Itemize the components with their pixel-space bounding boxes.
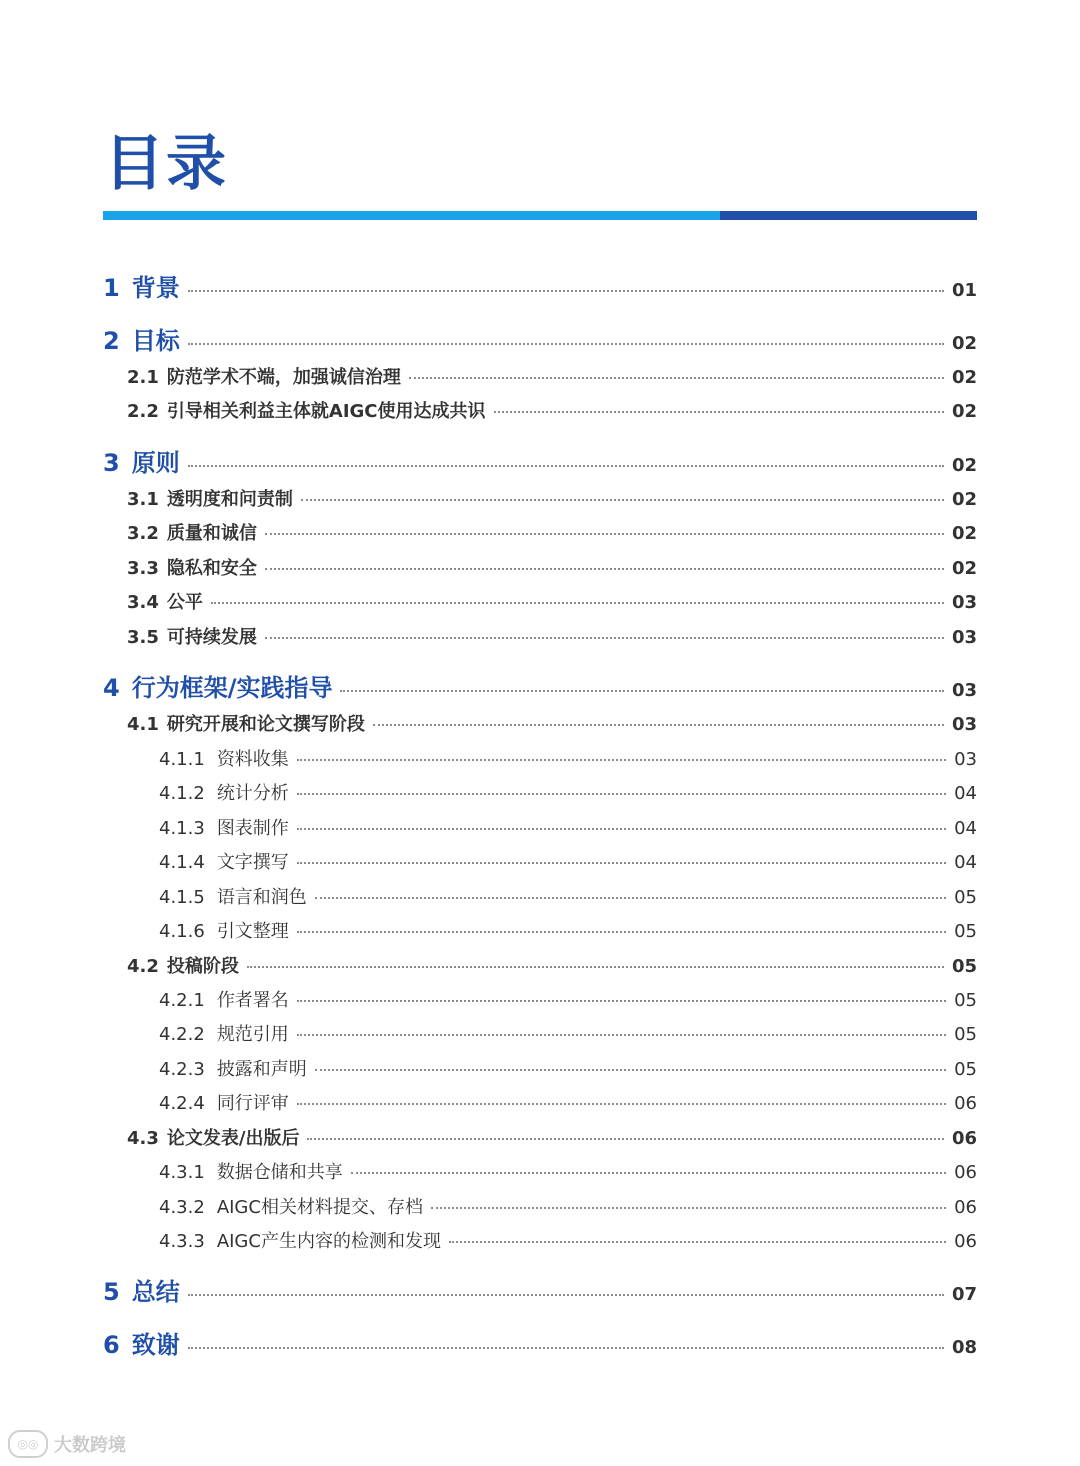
toc-page-number: 02	[951, 523, 977, 544]
toc-entry[interactable]	[159, 814, 977, 840]
toc-entry-label	[159, 917, 289, 943]
toc-dot-leader	[351, 1172, 946, 1174]
toc-entry-label	[159, 1089, 289, 1115]
toc-entry-title: 资料收集	[216, 749, 289, 770]
toc-entry[interactable]	[159, 1089, 977, 1115]
toc-page-number: 05	[954, 921, 977, 942]
toc-entry-label	[127, 397, 486, 423]
toc-entry-label	[159, 883, 307, 909]
toc-entry-label	[103, 268, 180, 303]
toc-dot-leader	[297, 862, 946, 864]
toc-entry[interactable]	[159, 1227, 977, 1253]
toc-entry-label	[159, 779, 289, 805]
toc-entry-title: 原则	[131, 449, 180, 477]
toc-entry[interactable]	[127, 554, 977, 580]
toc-page-number: 06	[954, 1162, 977, 1183]
toc-dot-leader	[297, 759, 946, 761]
toc-entry-number: 4	[103, 674, 120, 702]
toc-entry-label	[103, 321, 180, 356]
toc-entry-number: 4.2	[127, 956, 159, 977]
toc-entry-number: 1	[103, 274, 120, 302]
toc-page-number: 02	[951, 489, 977, 510]
toc-entry[interactable]	[159, 1055, 977, 1081]
toc-dot-leader	[211, 602, 944, 604]
toc-entry[interactable]	[127, 363, 977, 389]
toc-page-number: 06	[951, 1128, 977, 1149]
toc-page-number: 02	[951, 455, 977, 476]
toc-entry-number: 4.2.4	[159, 1093, 205, 1114]
toc-entry[interactable]	[127, 588, 977, 614]
toc-entry-number: 2	[103, 327, 120, 355]
toc-entry[interactable]	[103, 321, 977, 356]
toc-page-number: 03	[951, 680, 977, 701]
toc-entry-title: 论文发表/出版后	[166, 1128, 300, 1149]
toc-entry-title: 统计分析	[216, 783, 289, 804]
toc-dot-leader	[188, 1294, 944, 1296]
toc-entry-title: 透明度和问责制	[166, 489, 293, 510]
toc-entry-number: 4.3	[127, 1128, 159, 1149]
toc-page-number: 05	[951, 956, 977, 977]
toc-entry-number: 4.3.3	[159, 1231, 205, 1252]
toc-page-number: 08	[951, 1337, 977, 1358]
toc-entry-number: 4.1.3	[159, 818, 205, 839]
toc-entry-number: 2.1	[127, 367, 159, 388]
toc-entry-title: 质量和诚信	[166, 523, 257, 544]
toc-page-number: 05	[954, 887, 977, 908]
toc-entry-title: 引导相关利益主体就AIGC使用达成共识	[166, 401, 486, 422]
toc-page-number: 02	[951, 558, 977, 579]
toc-entry[interactable]	[103, 268, 977, 303]
toc-entry-number: 4.3.2	[159, 1197, 205, 1218]
toc-entry-number: 6	[103, 1331, 120, 1359]
toc-entry[interactable]	[103, 443, 977, 478]
toc-entry[interactable]	[159, 1158, 977, 1184]
toc-entry-title: 投稿阶段	[166, 956, 239, 977]
toc-dot-leader	[297, 793, 946, 795]
toc-dot-leader	[188, 1347, 944, 1349]
toc-entry-title: AIGC产生内容的检测和发现	[216, 1231, 441, 1252]
toc-entry-title: 作者署名	[216, 990, 289, 1011]
toc-entry-number: 4.2.2	[159, 1024, 205, 1045]
toc-page-number: 02	[951, 367, 977, 388]
toc-entry-label	[159, 986, 289, 1012]
toc-entry[interactable]	[159, 1193, 977, 1219]
toc-dot-leader	[494, 411, 944, 413]
toc-page-number: 01	[951, 280, 977, 301]
toc-dot-leader	[315, 1069, 946, 1071]
toc-page-number: 05	[954, 1059, 977, 1080]
toc-entry-title: 同行评审	[216, 1093, 289, 1114]
toc-dot-leader	[340, 690, 943, 692]
toc-entry[interactable]	[127, 710, 977, 736]
toc-entry-number: 5	[103, 1278, 120, 1306]
toc-entry-title: 可持续发展	[166, 627, 257, 648]
toc-entry-title: 隐私和安全	[166, 558, 257, 579]
toc-entry-number: 3.2	[127, 523, 159, 544]
toc-entry[interactable]	[159, 986, 977, 1012]
toc-entry-title: 公平	[166, 592, 203, 613]
toc-entry-title: 行为框架/实践指导	[131, 674, 333, 702]
watermark	[8, 1430, 126, 1458]
toc-entry[interactable]	[127, 485, 977, 511]
toc-page-number: 04	[954, 818, 977, 839]
toc-entry-label	[159, 1055, 307, 1081]
toc-entry-title: 总结	[131, 1278, 180, 1306]
toc-entry-title: 数据仓储和共享	[216, 1162, 343, 1183]
toc-dot-leader	[315, 897, 946, 899]
toc-page-number: 02	[951, 401, 977, 422]
toc-page-number: 03	[951, 714, 977, 735]
toc-entry-number: 3.5	[127, 627, 159, 648]
toc-entry[interactable]	[127, 519, 977, 545]
toc-entry-number: 4.1.5	[159, 887, 205, 908]
toc-entry[interactable]	[127, 1124, 977, 1150]
toc-entry[interactable]	[103, 668, 977, 703]
toc-page-number: 06	[954, 1231, 977, 1252]
toc-dot-leader	[297, 1000, 946, 1002]
toc-entry-title: 规范引用	[216, 1024, 289, 1045]
toc-entry-label	[159, 1227, 441, 1253]
watermark-text: 大数跨境	[54, 1435, 126, 1456]
toc-entry-label	[103, 1325, 180, 1360]
toc-dot-leader	[188, 290, 944, 292]
toc-entry-label	[159, 1158, 343, 1184]
toc-dot-leader	[297, 1034, 946, 1036]
toc-page-number: 04	[954, 852, 977, 873]
toc-dot-leader	[265, 637, 944, 639]
toc-entry-title: 目标	[131, 327, 180, 355]
toc-entry-label	[127, 1124, 299, 1150]
toc-entry-label	[127, 710, 365, 736]
toc-entry[interactable]	[159, 848, 977, 874]
toc-dot-leader	[297, 828, 946, 830]
toc-entry[interactable]	[159, 779, 977, 805]
toc-dot-leader	[297, 1103, 946, 1105]
toc-entry-title: 图表制作	[216, 818, 289, 839]
toc-entry-label	[127, 623, 257, 649]
toc-page-number: 05	[954, 1024, 977, 1045]
toc-entry[interactable]	[127, 623, 977, 649]
toc-entry-title: AIGC相关材料提交、存档	[216, 1197, 423, 1218]
toc-entry-title: 背景	[131, 274, 180, 302]
toc-page-number: 04	[954, 783, 977, 804]
toc-entry-title: 研究开展和论文撰写阶段	[166, 714, 365, 735]
toc-page-number: 02	[951, 333, 977, 354]
toc-entry[interactable]	[127, 952, 977, 978]
toc-entry-title: 防范学术不端，加强诚信治理	[166, 367, 401, 388]
toc-entry-number: 4.1	[127, 714, 159, 735]
toc-entry-label	[159, 1193, 423, 1219]
toc-dot-leader	[301, 499, 944, 501]
toc-entry-label	[127, 363, 401, 389]
toc-entry-label	[127, 554, 257, 580]
toc-entry-title: 文字撰写	[216, 852, 289, 873]
toc-entry-label	[159, 848, 289, 874]
toc-page-number: 03	[951, 627, 977, 648]
toc-entry-number: 4.3.1	[159, 1162, 205, 1183]
toc-entry-title: 致谢	[131, 1331, 180, 1359]
toc-entry-number: 4.1.2	[159, 783, 205, 804]
toc-entry[interactable]	[103, 1272, 977, 1307]
toc-entry-number: 4.2.3	[159, 1059, 205, 1080]
toc-entry-number: 3	[103, 449, 120, 477]
toc-entry[interactable]	[159, 745, 977, 771]
toc-entry-title: 引文整理	[216, 921, 289, 942]
toc-entry-label	[127, 588, 203, 614]
toc-entry-label	[159, 1020, 289, 1046]
toc-entry[interactable]	[127, 397, 977, 423]
toc-entry-number: 4.2.1	[159, 990, 205, 1011]
toc-entry[interactable]	[103, 1325, 977, 1360]
page-title: 目录	[104, 129, 228, 199]
toc-entry-label	[127, 485, 293, 511]
toc-entry-label	[127, 519, 257, 545]
toc-dot-leader	[373, 724, 944, 726]
toc-entry-label	[103, 668, 332, 703]
toc-entry-label	[103, 443, 180, 478]
toc-dot-leader	[188, 343, 944, 345]
toc-page-number: 06	[954, 1093, 977, 1114]
toc-dot-leader	[247, 966, 944, 968]
toc-dot-leader	[449, 1241, 946, 1243]
toc-dot-leader	[188, 465, 944, 467]
toc-dot-leader	[265, 533, 944, 535]
toc-entry-label	[103, 1272, 180, 1307]
toc-entry-title: 语言和润色	[216, 887, 307, 908]
toc-entry-number: 4.1.1	[159, 749, 205, 770]
toc-dot-leader	[307, 1138, 943, 1140]
toc-entry-label	[127, 952, 239, 978]
toc-entry-number: 3.4	[127, 592, 159, 613]
toc-dot-leader	[409, 377, 944, 379]
toc-page-number: 03	[951, 592, 977, 613]
toc-page-number: 05	[954, 990, 977, 1011]
toc-entry-number: 3.3	[127, 558, 159, 579]
toc-entry-title: 披露和声明	[216, 1059, 307, 1080]
toc-page-number: 06	[954, 1197, 977, 1218]
toc-entry[interactable]	[159, 883, 977, 909]
toc-entry-number: 3.1	[127, 489, 159, 510]
toc-dot-leader	[431, 1207, 946, 1209]
toc-entry-label	[159, 814, 289, 840]
toc-entry[interactable]	[159, 1020, 977, 1046]
watermark-logo-icon: ◎◎	[8, 1430, 48, 1458]
toc-dot-leader	[265, 568, 944, 570]
toc-page-number: 03	[954, 749, 977, 770]
toc-entry-number: 4.1.6	[159, 921, 205, 942]
toc-entry-number: 4.1.4	[159, 852, 205, 873]
toc-page-number: 07	[951, 1284, 977, 1305]
toc-entry[interactable]	[159, 917, 977, 943]
toc-dot-leader	[297, 931, 946, 933]
toc-entry-number: 2.2	[127, 401, 159, 422]
toc-entry-label	[159, 745, 289, 771]
